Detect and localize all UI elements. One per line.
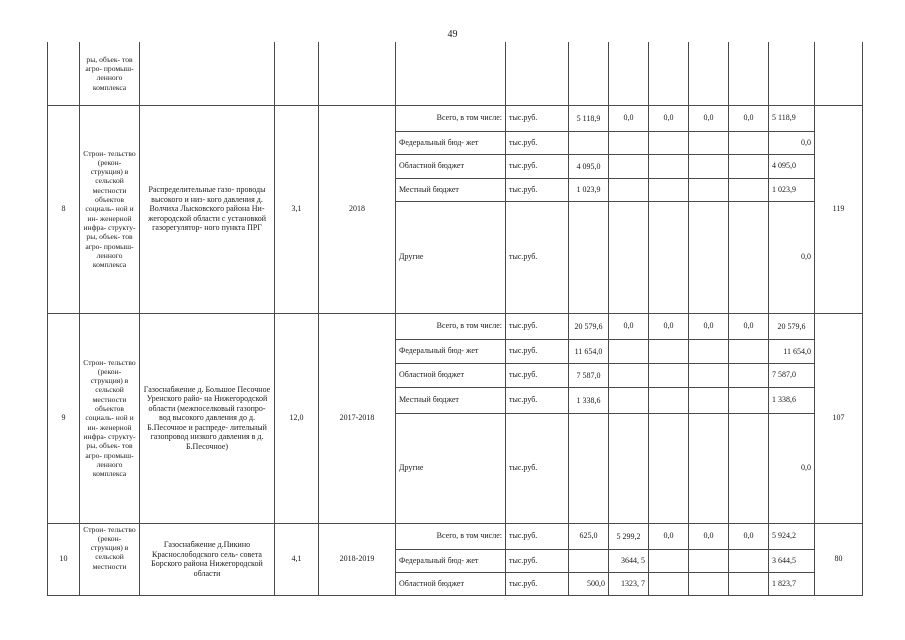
fin-total: 0,0 [769,201,815,313]
fin-unit: тыс.руб. [506,363,569,387]
object-name: Газоснабжение д. Большое Песочное Уренского райо- на Нижегородской области (межпоселковый газопро- вод высокого давления до д. Б.Песочное и распреде- лительный газопровод низкого давления в д. Б.Песочное) [140,313,275,523]
fin-unit: тыс.руб. [506,178,569,201]
fin-value: 0,0 [649,105,689,131]
beneficiaries: 107 [815,313,863,523]
fin-total: 1 023,9 [769,178,815,201]
fin-unit: тыс.руб. [506,549,569,572]
table-row: Федеральный бюд- жет тыс.руб. 11 654,0 11 654,0 [48,339,863,363]
fin-source: Областной бюджет [396,572,506,595]
fin-value: 0,0 [689,105,729,131]
cont-type-cell: ры, объек- тов агро- промыш- ленного комплекса [80,42,140,105]
fin-value: 0,0 [729,105,769,131]
table-row [48,105,863,131]
page-number: 49 [447,29,458,40]
fin-source: Другие [396,413,506,523]
program-table [47,42,863,596]
fin-unit: тыс.руб. [506,572,569,595]
object-period: 2018-2019 [319,523,396,595]
fin-total: 4 095,0 [769,154,815,178]
continuation-row [48,42,863,105]
fin-source: Федеральный бюд- жет [396,339,506,363]
fin-total: 11 654,0 [769,339,815,363]
table-row: 9 Строи- тельство (рекон- струкция) в сельской местности объектов социаль- ной и ин- женерной инфра- структу- ры, объек- тов агро- промыш- ленного комплекса Газоснабжение д. Большое Песочное Уренского райо- на Нижегородской области (межпоселковый газопро- вод высокого давления до д. Б.Песочное и распреде- лительный газопровод низкого давления в д. Б.Песочное) 12,0 2017-2018 Всего, в том числе: тыс.руб. 20 579,6 0,0 0,0 0,0 0,0 20 579,6 107 [48,313,863,339]
object-period: 2018 [319,105,396,313]
fin-unit: тыс.руб. [506,105,569,131]
fin-total: 1 338,6 [769,387,815,413]
fin-value: 0,0 [609,105,649,131]
object-period: 2017-2018 [319,313,396,523]
fin-total: 0,0 [769,131,815,154]
fin-source: Местный бюджет [396,178,506,201]
fin-total: 7 587,0 [769,363,815,387]
table-row: Областной бюджет тыс.руб. 500,0 1323, 7 1 823,7 [48,572,863,595]
table-row: 10 Строи- тельство (рекон- струкция) в сельской местности Газоснабжение д.Пикино Краснослободского сель- совета Борского района Нижегородской области 4,1 2018-2019 Всего, в том числе: тыс.руб. 625,0 5 299,2 0,0 0,0 0,0 5 924,2 80 [48,523,863,549]
beneficiaries: 80 [815,523,863,595]
fin-unit: тыс.руб. [506,313,569,339]
table-row: Федеральный бюд- жет тыс.руб. 3644, 5 3 644,5 [48,549,863,572]
fin-unit: тыс.руб. [506,339,569,363]
fin-unit: тыс.руб. [506,523,569,549]
object-type: Строи- тельство (рекон- струкция) в сельской местности [80,523,140,595]
object-type: Строи- тельство (рекон- струкция) в сельской местности объектов социаль- ной и ин- женерной инфра- структу- ры, объек- тов агро- промыш- ленного комплекса [80,313,140,523]
fin-source: Федеральный бюд- жет [396,131,506,154]
fin-unit: тыс.руб. [506,131,569,154]
fin-total: 20 579,6 [769,313,815,339]
fin-unit: тыс.руб. [506,413,569,523]
fin-source: Всего, в том числе: [396,523,506,549]
row-number: 9 [48,313,80,523]
fin-source: Областной бюджет [396,363,506,387]
fin-source: Областной бюджет [396,154,506,178]
table-row: Областной бюджет тыс.руб. 4 095,0 4 095,0 [48,154,863,178]
fin-source: Всего, в том числе: [396,313,506,339]
fin-unit: тыс.руб. [506,154,569,178]
beneficiaries: 119 [815,105,863,313]
fin-total: 3 644,5 [769,549,815,572]
fin-source: Всего, в том числе: [396,105,506,131]
table-row: Местный бюджет тыс.руб. 1 338,6 1 338,6 [48,387,863,413]
row-number: 10 [48,523,80,595]
object-name: Распределительные газо- проводы высокого и низ- кого давления д. Волчиха Лысковского района Ни- жегородской области с установкой газорегулятор- ного пункта ПРГ [140,105,275,313]
cont-num-cell [48,42,80,105]
fin-total: 0,0 [769,413,815,523]
fin-source: Федеральный бюд- жет [396,549,506,572]
fin-source: Другие [396,201,506,313]
fin-source: Местный бюджет [396,387,506,413]
fin-value: 5 118,9 [569,105,609,131]
row-number: 8 [48,105,80,313]
object-type: Строи- тельство (рекон- струкция) в сельской местности объектов социаль- ной и ин- женерной инфра- структу- ры, объек- тов агро- промыш- ленного комплекса [80,105,140,313]
object-length: 4,1 [275,523,319,595]
fin-total: 5 118,9 [769,105,815,131]
fin-total: 1 823,7 [769,572,815,595]
fin-unit: тыс.руб. [506,201,569,313]
object-length: 3,1 [275,105,319,313]
object-name: Газоснабжение д.Пикино Краснослободского сель- совета Борского района Нижегородской области [140,523,275,595]
object-length: 12,0 [275,313,319,523]
fin-total: 5 924,2 [769,523,815,549]
table-row: Местный бюджет тыс.руб. 1 023,9 1 023,9 [48,178,863,201]
fin-unit: тыс.руб. [506,387,569,413]
table-row: Областной бюджет тыс.руб. 7 587,0 7 587,0 [48,363,863,387]
